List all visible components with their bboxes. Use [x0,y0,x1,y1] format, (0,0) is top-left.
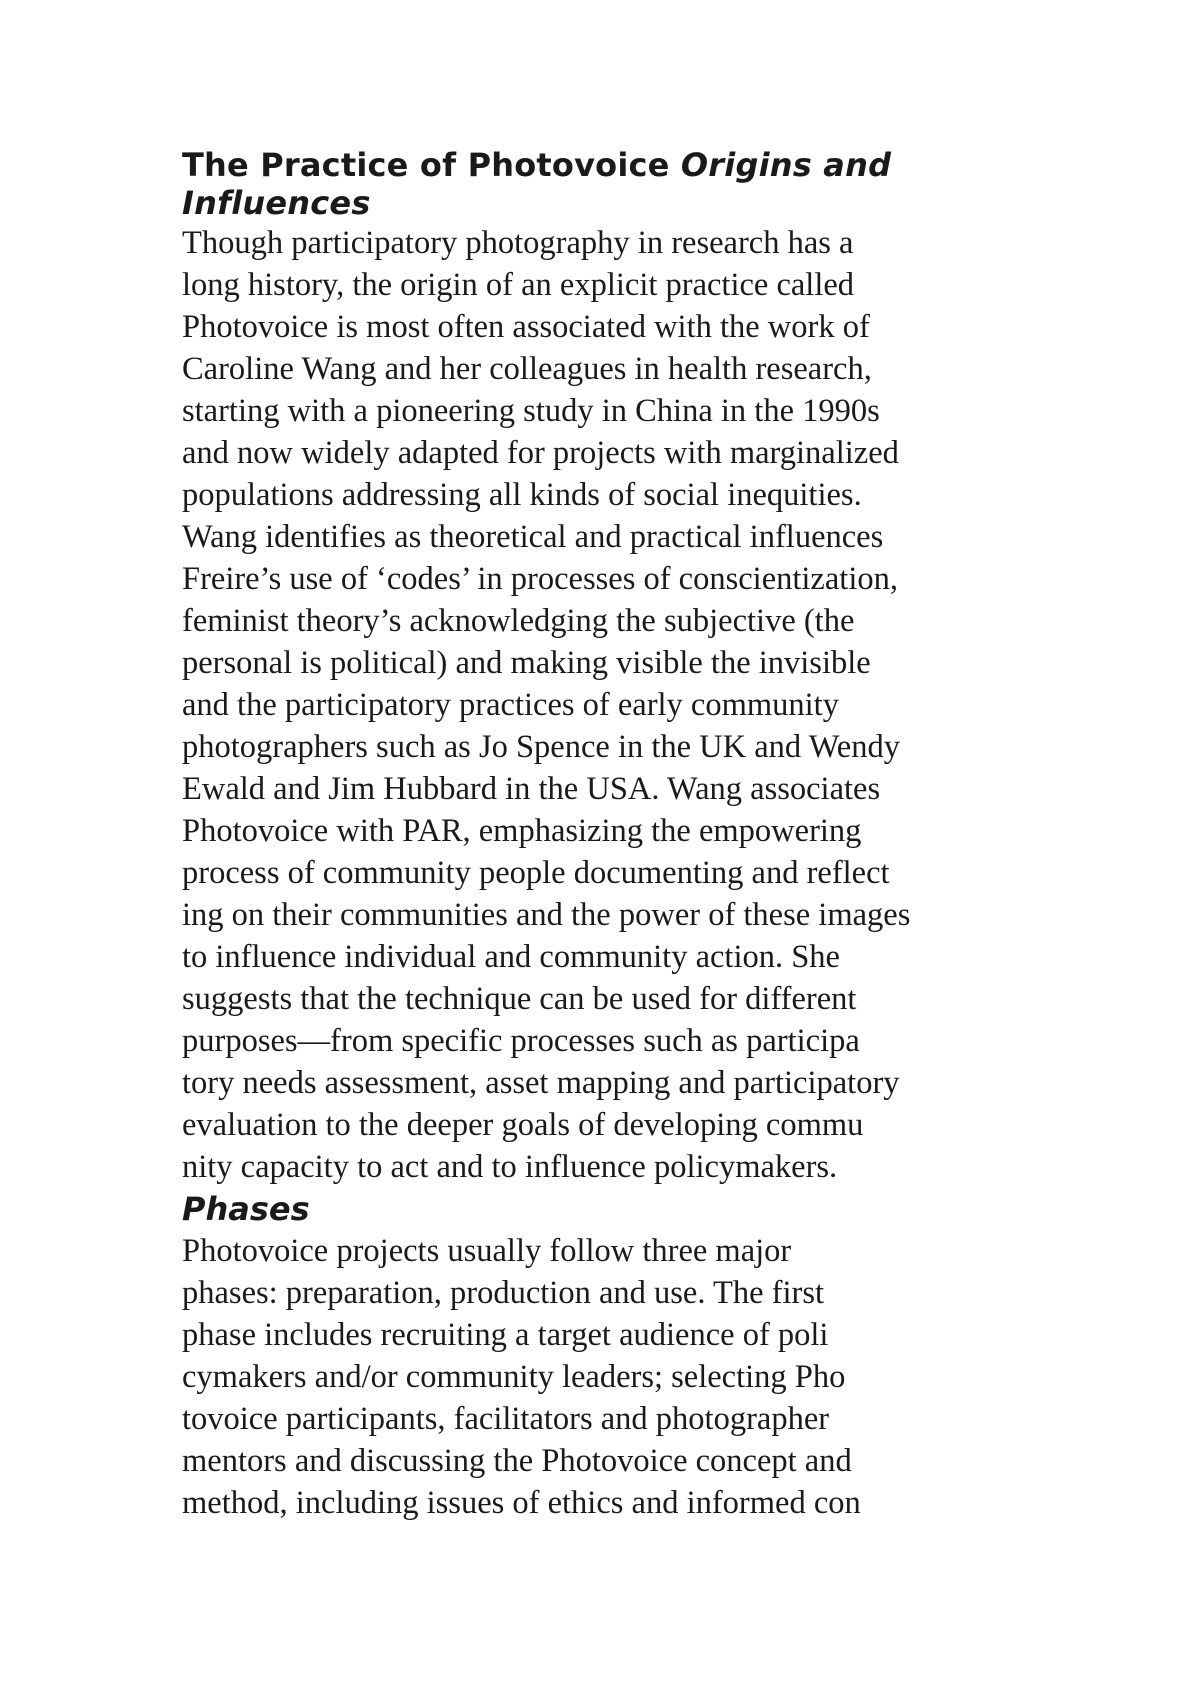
paragraph-line: suggests that the technique can be used for different [182,981,857,1017]
paragraph-line: personal is political) and making visible the invisible [182,645,871,681]
paragraph-line: Ewald and Jim Hubbard in the USA. Wang associates [182,771,881,807]
section-heading-phases: Phases [182,1190,310,1228]
paragraph-origins [182,222,1042,1188]
paragraph-line: Wang identifies as theoretical and practical influences [182,519,884,555]
paragraph-line: feminist theory’s acknowledging the subjective (the [182,603,855,639]
paragraph-line: long history, the origin of an explicit practice called [182,267,855,303]
paragraph-line: Photovoice with PAR, emphasizing the empowering [182,813,862,849]
paragraph-line: process of community people documenting and reflect [182,855,890,891]
paragraph-line: tovoice participants, facilitators and photographer [182,1401,830,1437]
paragraph-line: phase includes recruiting a target audience of poli [182,1317,829,1353]
paragraph-line: Caroline Wang and her colleagues in health research, [182,351,872,387]
paragraph-line: mentors and discussing the Photovoice concept and [182,1443,852,1479]
paragraph-line: purposes—from specific processes such as participa [182,1023,860,1059]
document-page [182,146,1042,1524]
article-title [182,146,1042,222]
paragraph-line: populations addressing all kinds of social inequities. [182,477,862,513]
paragraph-line: Photovoice is most often associated with the work of [182,309,870,345]
paragraph-line: Though participatory photography in research has a [182,225,854,261]
paragraph-line: and now widely adapted for projects with marginalized [182,435,899,471]
paragraph-line: evaluation to the deeper goals of developing commu [182,1107,864,1143]
paragraph-line: and the participatory practices of early community [182,687,839,723]
paragraph-line: Freire’s use of ‘codes’ in processes of conscientization, [182,561,898,597]
paragraph-line: starting with a pioneering study in China in the 1990s [182,393,880,429]
paragraph-line: tory needs assessment, asset mapping and participatory [182,1065,900,1101]
paragraph-line: phases: preparation, production and use. The first [182,1275,825,1311]
title-italic-part-2: Influences [182,184,371,222]
paragraph-line: method, including issues of ethics and informed con [182,1485,861,1521]
paragraph-line: photographers such as Jo Spence in the UK and Wendy [182,729,900,765]
paragraph-line: ing on their communities and the power of these images [182,897,911,933]
paragraph-line: cymakers and/or community leaders; selecting Pho [182,1359,846,1395]
title-plain: The Practice of Photovoice [182,146,681,184]
title-italic-part-1: Origins and [680,146,892,184]
paragraph-line: nity capacity to act and to influence policymakers. [182,1149,838,1185]
paragraph-phases [182,1230,1042,1524]
paragraph-line: Photovoice projects usually follow three major [182,1233,792,1269]
paragraph-line: to influence individual and community action. She [182,939,840,975]
